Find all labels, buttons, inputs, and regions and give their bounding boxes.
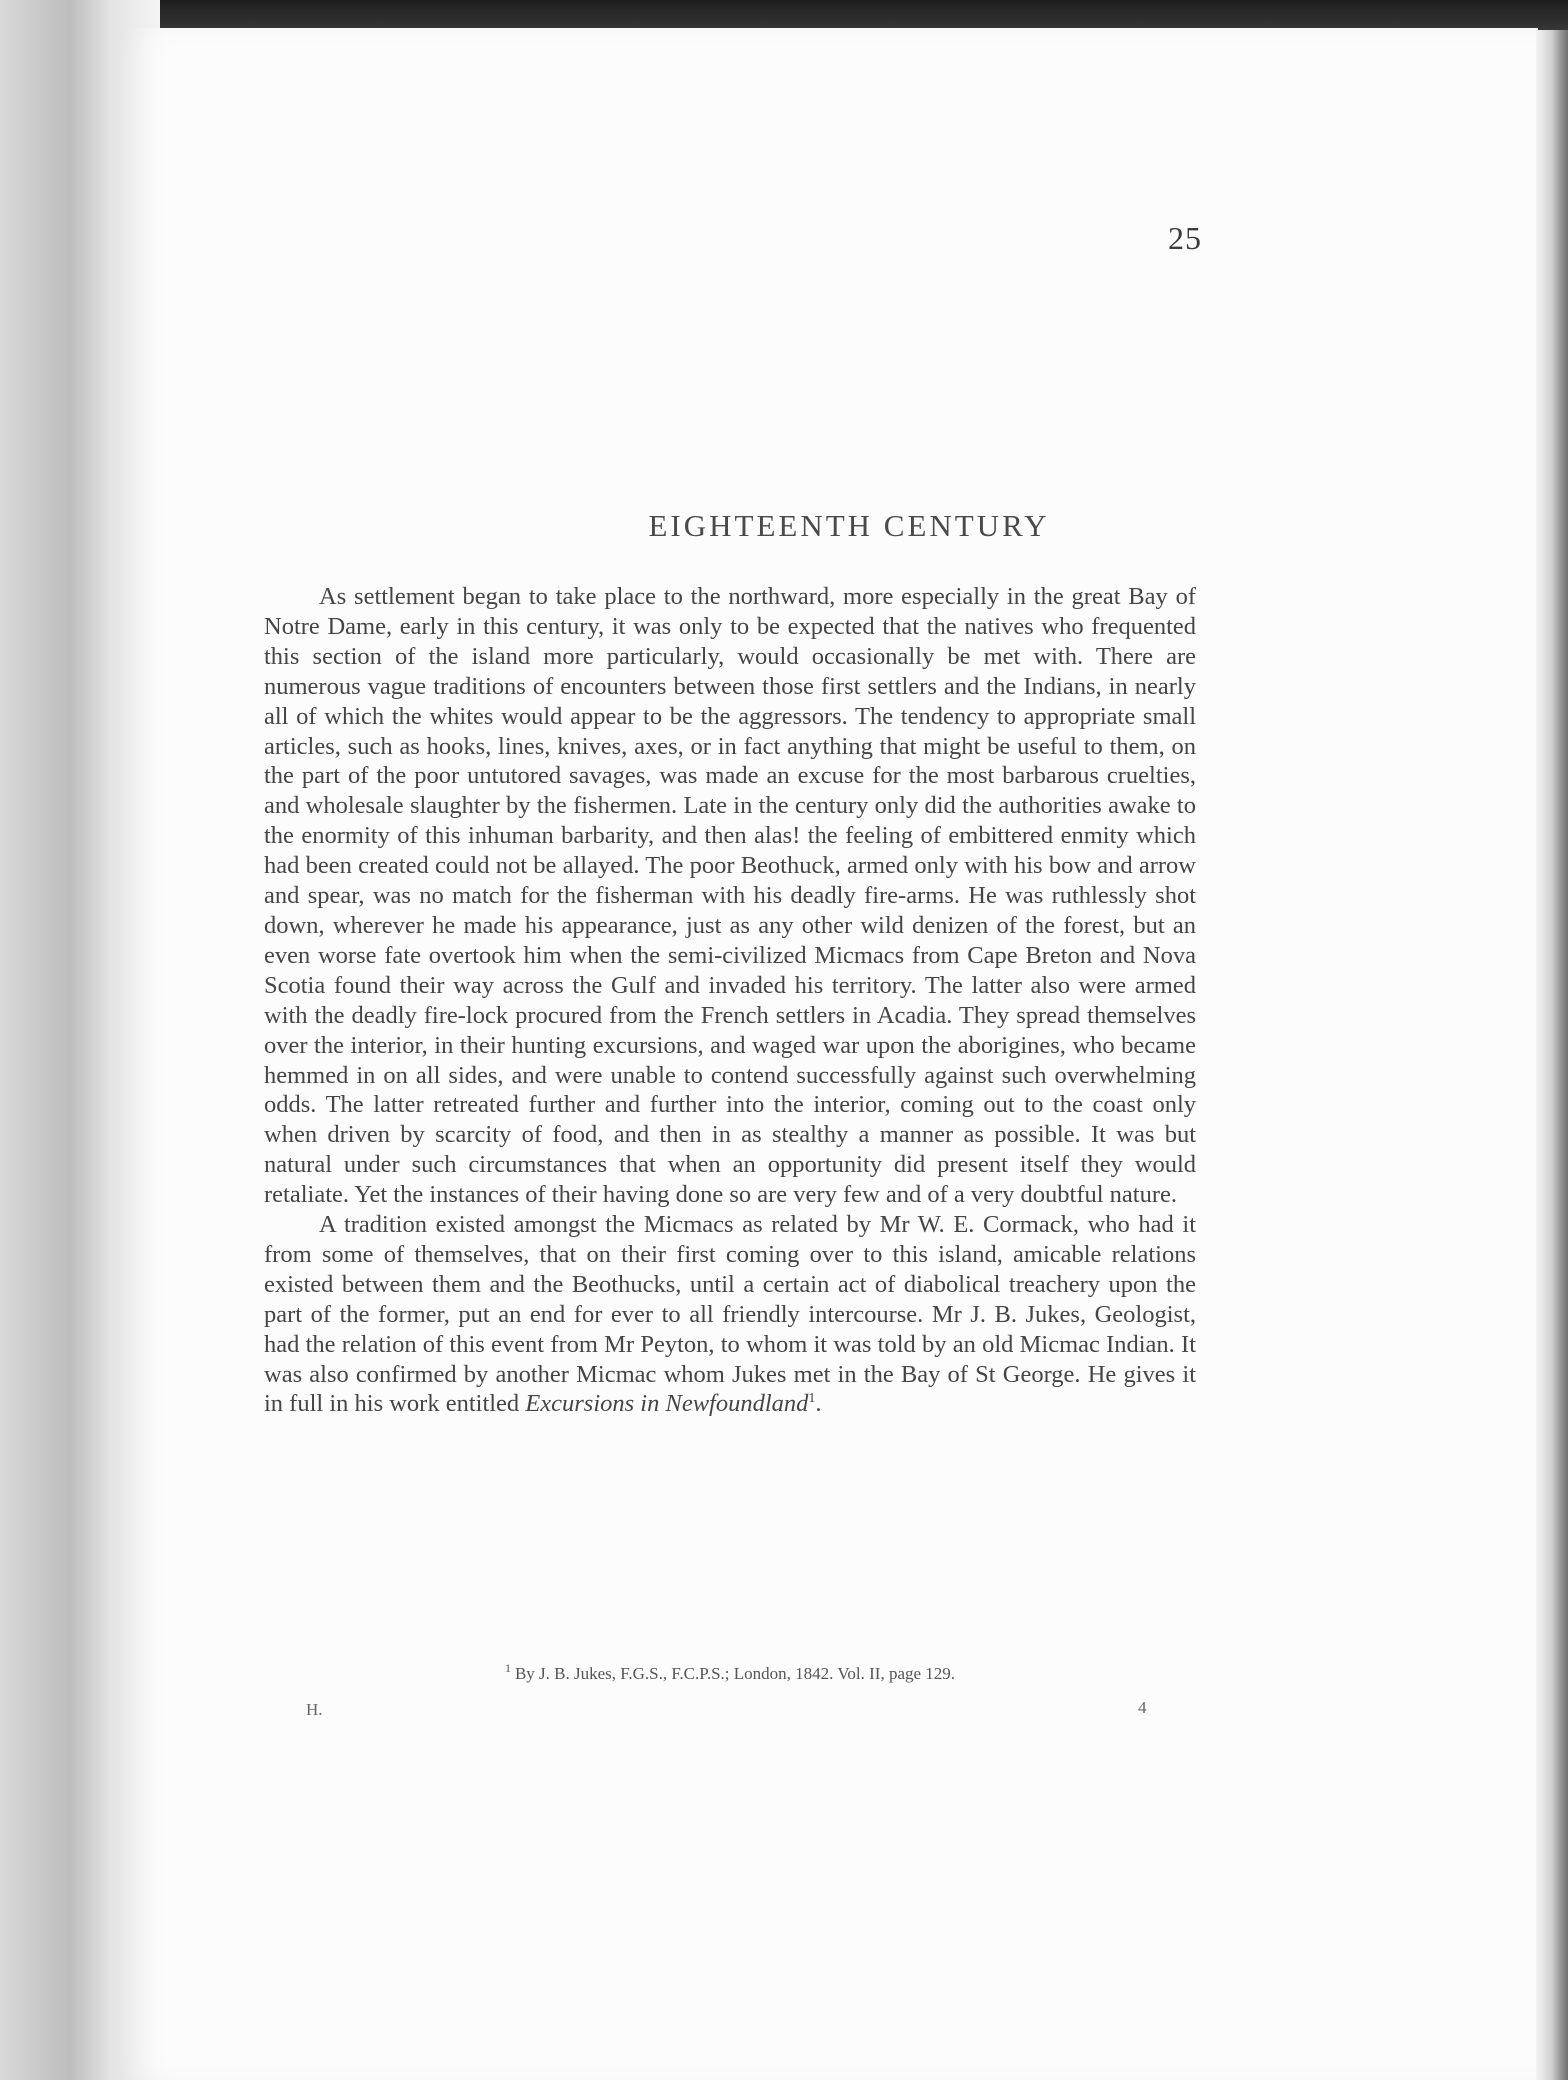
paragraph-2-ending: . bbox=[815, 1390, 822, 1418]
paragraph-1-text: As settlement began to take place to the northward, more especially in the great Bay of Notre Dame, early in this century, it was only to be expected that the natives who frequented this section of the island more particularly, would occasionally be met with. There are numerous vague traditions of encounters between those first settlers and the Indians, in nearly all of which the whites would appear to be the aggressors. The tendency to appropriate small articles, such as hooks, lines, knives, axes, or in fact anything that might be useful to them, on the part of the poor untutored savages, was made an excuse for the most barbarous cruelties, and wholesale slaughter by the fishermen. Late in the century only did the authorities awake to the enormity of this inhuman barbarity, and then alas! the feeling of embittered enmity which had been created could not be allayed. The poor Beothuck, armed only with his bow and arrow and spear, was no match for the fisherman with his deadly fire-arms. He was ruthlessly shot down, wherever he made his appearance, just as any other wild denizen of the forest, but an even worse fate overtook him when the semi-civilized Micmacs from Cape Breton and Nova Scotia found their way across the Gulf and invaded his territory. The latter also were armed with the deadly fire-lock procured from the French settlers in Acadia. They spread themselves over the interior, in their hunting excursions, and waged war upon the aborigines, who became hemmed in on all sides, and were unable to contend successfully against such overwhelming odds. The latter retreated further and further into the interior, coming out to the coast only when driven by scarcity of food, and then in as stealthy a manner as possible. It was but natural under such circumstances that when an opportunity did present itself they would retaliate. Yet the instances of their having done so are very few and of a very doubtful nature. bbox=[264, 583, 1196, 1209]
footnote-text: By J. B. Jukes, F.G.S., F.C.P.S.; London, 1842. Vol. II, page 129. bbox=[514, 1664, 956, 1683]
book-title: Excursions in Newfoundland bbox=[525, 1390, 809, 1418]
chapter-title: EIGHTEENTH CENTURY bbox=[648, 508, 1050, 543]
page-number: 25 bbox=[1168, 220, 1202, 256]
paragraph-2 bbox=[264, 1210, 1196, 1419]
paragraph-2-text: A tradition existed amongst the Micmacs as related by Mr W. E. Cormack, who had it from some of themselves, that on their first coming over to this island, amicable relations existed between them and the Beothucks, until a certain act of diabolical treachery upon the part of the former, put an end for ever to all friendly intercourse. Mr J. B. Jukes, Geologist, had the relation of this event from Mr Peyton, to whom it was told by an old Micmac Indian. It was also confirmed by another Micmac whom Jukes met in the Bay of St George. He gives it in full in his work entitled bbox=[264, 1211, 1196, 1418]
paragraph-1 bbox=[264, 582, 1196, 1210]
body-text bbox=[264, 582, 1196, 1419]
page-edge-right bbox=[1536, 30, 1568, 2080]
signature-number: 4 bbox=[1138, 1698, 1147, 1717]
footnote-mark: 1 bbox=[504, 1661, 511, 1676]
footnote bbox=[264, 1661, 1196, 1684]
signature-letter: H. bbox=[306, 1700, 323, 1719]
footnote-reference: 1 bbox=[808, 1391, 816, 1407]
